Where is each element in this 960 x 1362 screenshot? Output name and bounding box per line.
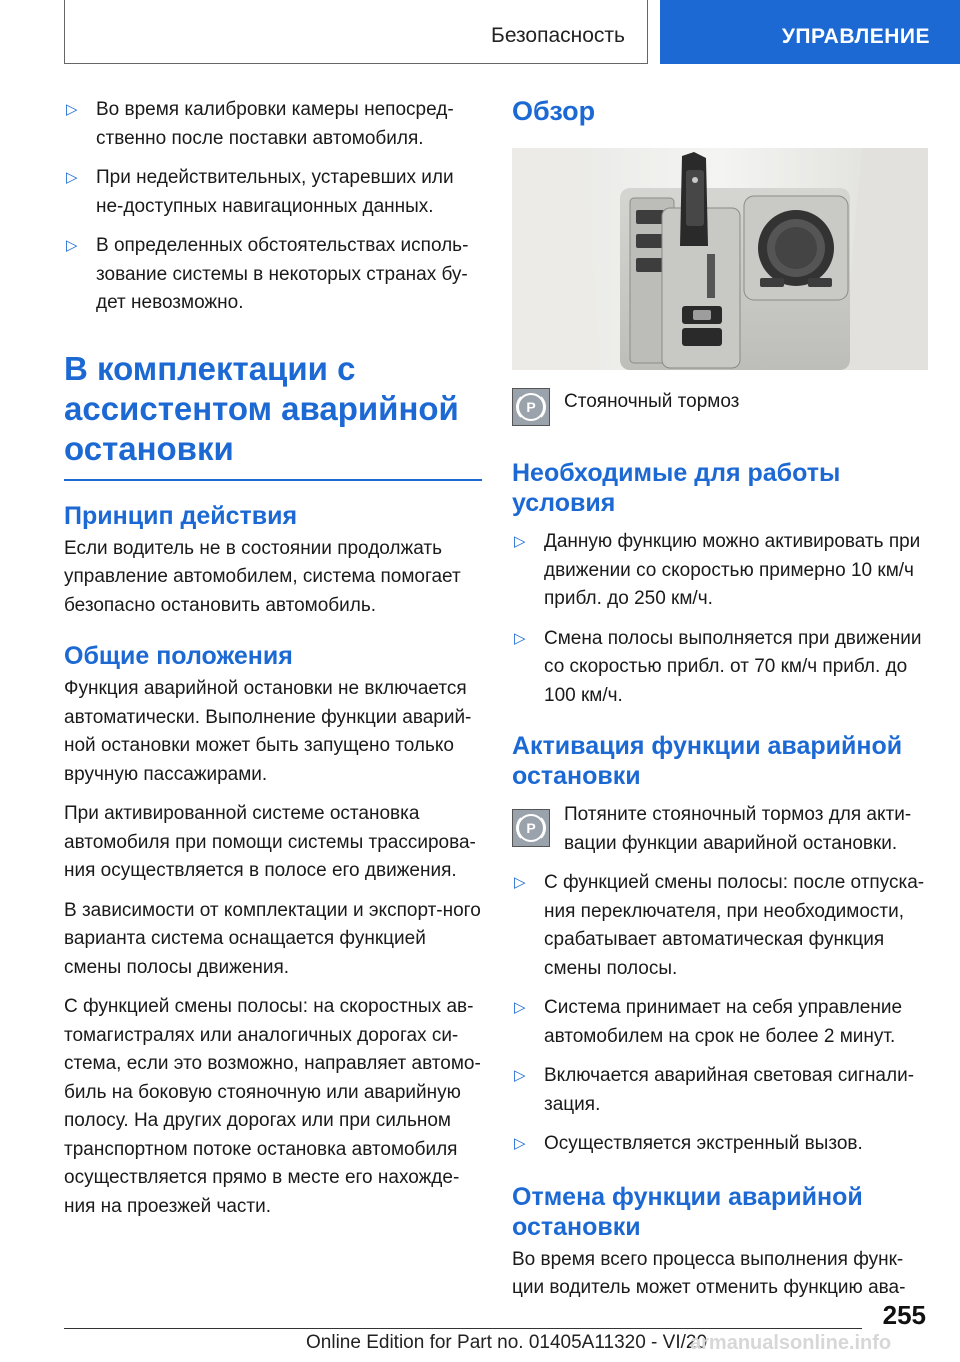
bullet-triangle-icon: ▷ <box>514 629 526 647</box>
cancel-heading: Отмена функции аварийной остановки <box>512 1182 863 1241</box>
principle-heading: Принцип действия <box>64 501 298 530</box>
parking-brake-row <box>512 388 928 436</box>
list-item-text: Система принимает на себя управление автомобилем на срок не более 2 минут. <box>544 997 903 1047</box>
header-chapter-title: УПРАВЛЕНИЕ <box>781 25 930 48</box>
list-item <box>512 869 928 983</box>
overview-heading: Обзор <box>512 96 596 126</box>
bullet-triangle-icon: ▷ <box>514 1067 526 1084</box>
watermark: armanualsonline.info <box>690 1332 892 1354</box>
list-item <box>512 625 928 711</box>
bullet-triangle-icon: ▷ <box>66 237 78 254</box>
bullet-triangle-icon: ▷ <box>66 169 78 186</box>
left-column <box>64 96 482 1232</box>
parking-brake-icon <box>512 809 550 847</box>
list-item-text: Во время калибровки камеры непосред-ственно после поставки автомобиля. <box>96 99 454 149</box>
general-paragraph: С функцией смены полосы: на скоростных ав-томагистралях или аналогичных дорогах си-стема, если это возможно, направляет автомо-биль на боковую стояночную или аварийную полосу. На других дорогах или при сильном транспортном потоке остановка автомобиля осуществляется прямо в месте его нахожде-ния на проезжей части. <box>64 996 481 1217</box>
heading-divider <box>64 479 482 481</box>
list-item-text: При недействительных, устаревших или не-доступных навигационных данных. <box>96 167 454 217</box>
requirements-heading: Необходимые для работы условия <box>512 459 841 517</box>
list-item-text: В определенных обстоятельствах исполь-зование системы в некоторых странах бу-дет невозможно. <box>96 235 469 313</box>
header-section-title: Безопасность <box>491 24 625 47</box>
general-paragraph: При активированной системе остановка автомобиля при помощи системы трассирова-ния осуществляется в полосе его движения. <box>64 803 476 881</box>
header-section-box <box>64 0 648 64</box>
activation-instruction: Потяните стояночный тормоз для акти-вации функции аварийной остановки. <box>564 804 912 854</box>
list-item <box>64 164 482 221</box>
list-item-text: Включается аварийная световая сигнали-зация. <box>544 1065 915 1115</box>
activation-instruction-row <box>512 801 928 858</box>
bullet-triangle-icon: ▷ <box>514 999 526 1016</box>
parking-brake-label: Стояночный тормоз <box>564 391 740 412</box>
main-heading: В комплектации с ассистентом аварийной остановки <box>64 349 459 467</box>
principle-text: Если водитель не в состоянии продолжать управление автомобилем, система помогает безопасно остановить автомобиль. <box>64 537 461 616</box>
bullet-triangle-icon: ▷ <box>66 101 78 118</box>
list-item <box>512 994 928 1051</box>
cancel-text: Во время всего процесса выполнения функ-ции водитель может отменить функцию ава- <box>512 1248 906 1298</box>
svg-text:P: P <box>526 820 536 836</box>
list-item <box>512 1130 928 1159</box>
bullet-triangle-icon: ▷ <box>514 1135 526 1152</box>
header-chapter-box <box>660 0 960 64</box>
list-item <box>512 528 928 614</box>
list-item-text: Смена полосы выполняется при движении со скоростью прибл. от 70 км/ч прибл. до 100 км/ч. <box>544 627 922 706</box>
list-item <box>64 232 482 318</box>
list-item-text: Данную функцию можно активировать при движении со скоростью примерно 10 км/ч прибл. до 250 км/ч. <box>544 531 921 609</box>
center-console-photo <box>512 148 928 370</box>
bullet-triangle-icon: ▷ <box>514 874 526 891</box>
footer-edition: Online Edition for Part no. 01405A11320 - VI/20 <box>306 1332 708 1353</box>
svg-text:P: P <box>526 399 536 415</box>
page-number: 255 <box>882 1300 926 1330</box>
list-item-text: С функцией смены полосы: после отпуска-ния переключателя, при необходимости, срабатывает автоматическая функция смены полосы. <box>544 872 925 979</box>
list-item-text: Осуществляется экстренный вызов. <box>544 1133 863 1154</box>
parking-brake-icon <box>512 388 550 426</box>
list-item <box>512 1062 928 1119</box>
right-column <box>512 96 928 1314</box>
general-paragraph: Функция аварийной остановки не включается автоматически. Выполнение функции аварий-ной остановки может быть запущено только вручную пассажирами. <box>64 678 472 785</box>
general-paragraph: В зависимости от комплектации и экспорт-ного варианта система оснащается функцией смены полосы движения. <box>64 899 481 978</box>
general-heading: Общие положения <box>64 642 293 670</box>
footer-divider <box>64 1328 862 1329</box>
bullet-triangle-icon: ▷ <box>514 533 526 550</box>
list-item <box>64 96 482 153</box>
activation-heading: Активация функции аварийной остановки <box>512 732 903 790</box>
